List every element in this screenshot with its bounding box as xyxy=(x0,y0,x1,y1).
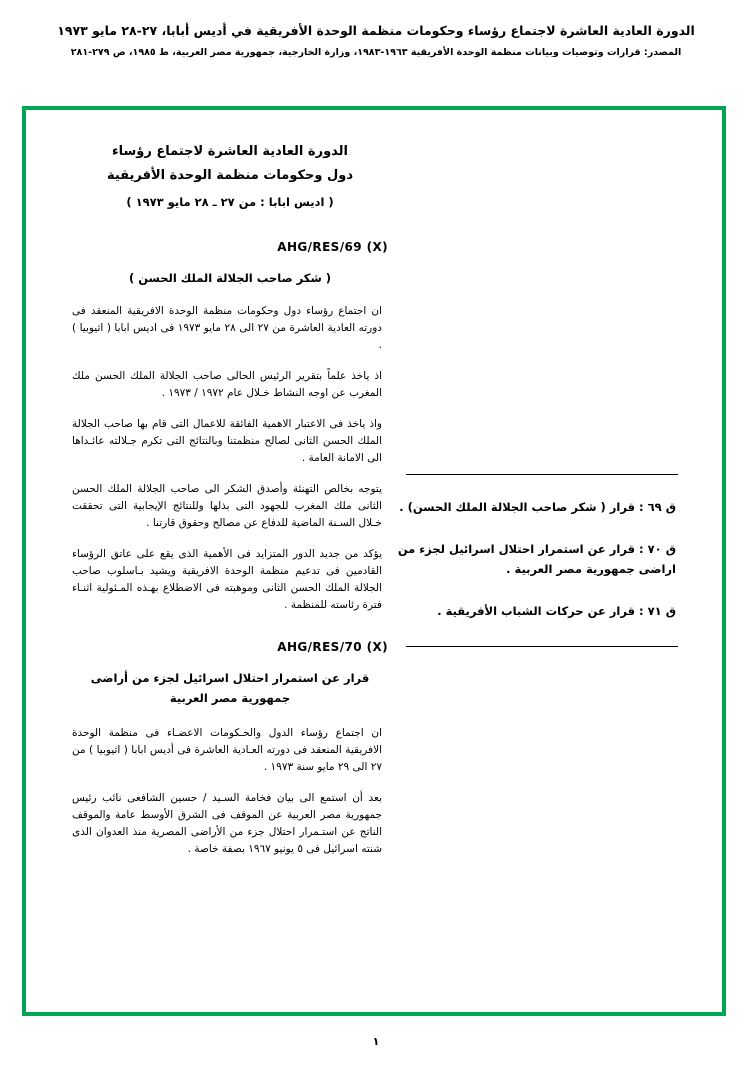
document-subtitle: ( اديس ابابا : من ٢٧ ـ ٢٨ مايو ١٩٧٣ ) xyxy=(126,195,334,210)
resolution-69-paragraph-3: واذ ياخذ فى الاعتبار الاهمية الفائقة للاعمال التى قام بها صاحب الجلالة الملك الحسن الثانى لصالح منظمتنا وبالنتائج التى تكرم جـلالته عائـداها الى الامانة العامة . xyxy=(72,417,382,464)
resolution-69-paragraph-2: اذ ياخذ علماً بتقرير الرئيس الحالى صاحب الجلالة الملك الحسن ملك المغرب عن اوجه النشاط خـلال عام ١٩٧٢ / ١٩٧٣ . xyxy=(72,369,382,399)
resolution-69-paragraph-1: ان اجتماع رؤساء دول وحكومات منظمة الوحدة الافريقية المنعقد فى دورته العادية العاشرة من ٢٧ الى ٢٨ مايو ١٩٧٣ فى اديس ابابا ( اثيوبيا ) . xyxy=(72,304,382,351)
list-item: ق ٧٠ : قرار عن استمرار احتلال اسرائيل لجزء من اراضى جمهورية مصر العربية . xyxy=(397,542,676,577)
resolution-code-70: AHG/RES/70 (X) xyxy=(277,639,388,654)
document-title-line-1: الدورة العادية العاشرة لاجتماع رؤساء xyxy=(112,144,348,159)
index-bottom-divider xyxy=(406,646,678,647)
header-source: المصدر: قرارات وتوصيات وبيانات منظمة الوحدة الأفريقية ١٩٦٣-١٩٨٣، وزارة الخارجية، جمهورية مصر العربية، ط ١٩٨٥، ص ٢٧٩-٢٨١ xyxy=(70,46,682,58)
list-item: ق ٧١ : قرار عن حركات الشباب الأفريقية . xyxy=(437,604,676,619)
resolution-70-paragraph-2: بعد أن استمع الى بيان فخامة السـيد / حسين الشافعى نائب رئيس جمهورية مصر العربية عن الموقف فى الشرق الأوسط عامة والموقف الناتج عن استـمرار احتلال جزء من الأراضى المصرية منذ العدوان الذى شنته اسرائيل فى ٥ يونيو ١٩٦٧ بصفة خاصة . xyxy=(72,792,382,855)
page-header xyxy=(0,22,752,60)
resolution-69-paragraph-5: يؤكد من جديد الدور المتزايد فى الأهمية الذى يقع على عاتق الرؤساء القادمين فى تدعيم منظمة الوحدة الافريقية ويشيد بـاسلوب صاحب الجلالة الملك الحسن الثانى وموهبته فى الاضطلاع بهـذه المـئولية اثنـاء فترة رئاسته للمنظمة . xyxy=(72,547,382,611)
main-text-column xyxy=(58,134,388,858)
two-column-layout xyxy=(58,134,690,994)
resolution-heading-69: ( شكر صاحب الجلالة الملك الحسن ) xyxy=(128,270,332,285)
resolution-code-69: AHG/RES/69 (X) xyxy=(277,239,388,254)
index-top-divider xyxy=(406,474,678,475)
resolution-heading-70-line-2: من أراضى جمهورية مصر العربية xyxy=(90,670,291,706)
document-title xyxy=(72,140,388,188)
resolution-69-paragraph-4: يتوجه بخالص التهنئة وأصدق الشكر الى صاحب الجلالة الملك الحسن الثانى ملك المغرب للجهود التى بذلها وللنتائج الإيجابية التى تحققت خـلال السـنة الماضية للدفاع عن مصالح وحقوق قارتنا . xyxy=(72,482,382,529)
resolution-heading-70 xyxy=(72,668,388,709)
list-item: ق ٦٩ : قرار ( شكر صاحب الجلالة الملك الحسن) . xyxy=(399,500,676,514)
document-content xyxy=(34,118,714,1004)
resolution-heading-70-line-1: قرار عن استمرار احتلال اسرائيل لجزء xyxy=(153,670,370,685)
resolution-index-list xyxy=(388,497,678,622)
page-number: ١ xyxy=(372,1035,380,1048)
resolution-index-column xyxy=(388,134,688,647)
resolution-70-paragraph-1: ان اجتماع رؤساء الدول والحـكومات الاعضـاء فى منظمة الوحدة الافريقية المنعقد فى دورته العـادية العاشرة فى أديس ابابا ( اثيوبيا ) من ٢٧ الى ٢٩ مايو سنة ١٩٧٣ . xyxy=(72,727,382,773)
document-title-line-2: دول وحكومات منظمة الوحدة الأفريقية xyxy=(106,168,354,184)
header-title: الدورة العادية العاشرة لاجتماع رؤساء وحكومات منظمة الوحدة الأفريقية في أديس أبابا، ٢٧-٢٨ مايو ١٩٧٣ xyxy=(57,23,695,38)
